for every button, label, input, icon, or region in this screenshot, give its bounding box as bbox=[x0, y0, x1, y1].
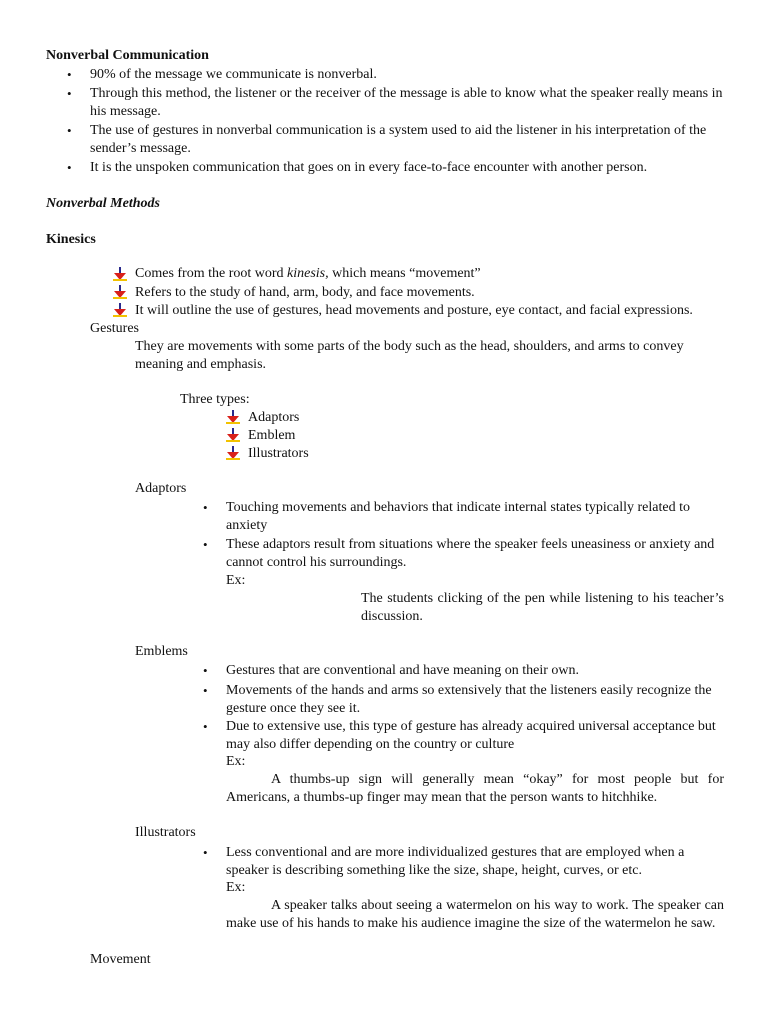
document-title: Nonverbal Communication bbox=[46, 48, 209, 63]
arrow-bullet-icon bbox=[226, 410, 240, 424]
type-illustrators: Illustrators bbox=[248, 446, 309, 461]
intro-bullet-2: • Through this method, the listener or the receiver of the message is able to know what the speaker really means in his message. bbox=[90, 85, 724, 121]
kinesics-heading: Kinesics bbox=[46, 232, 96, 247]
arrow-bullet-icon bbox=[113, 285, 127, 299]
arrow-bullet-icon bbox=[226, 428, 240, 442]
illustrators-heading: Illustrators bbox=[135, 825, 196, 840]
emblems-heading: Emblems bbox=[135, 644, 188, 659]
adaptors-example: The students clicking of the pen while listening to his teacher’s discussion. bbox=[361, 591, 724, 624]
arrow-bullet-icon bbox=[113, 267, 127, 281]
intro-bullet-4: • It is the unspoken communication that goes on in every face-to-face encounter with another person. bbox=[90, 159, 724, 177]
kinesics-item-2: Refers to the study of hand, arm, body, and face movements. bbox=[135, 285, 475, 300]
adaptors-bullet-2: • These adaptors result from situations where the speaker feels uneasiness or anxiety and cannot control his surroundings. bbox=[226, 536, 724, 572]
emblems-bullet-2: • Movements of the hands and arms so extensively that the listeners easily recognize the gesture once they see it. bbox=[226, 682, 724, 718]
adaptors-heading: Adaptors bbox=[135, 481, 187, 496]
type-emblem: Emblem bbox=[248, 428, 296, 443]
arrow-bullet-icon bbox=[113, 303, 127, 317]
emblems-example: A thumbs-up sign will generally mean “okay” for most people but for Americans, a thumbs-up finger may mean that the person wants to hitchhike. bbox=[226, 772, 724, 805]
gestures-heading: Gestures bbox=[90, 321, 139, 336]
illustrators-example: A speaker talks about seeing a watermelon on his way to work. The speaker can make use of his hands to make his audience imagine the size of the watermelon he saw. bbox=[226, 898, 724, 931]
emblems-bullet-1: • Gestures that are conventional and have meaning on their own. bbox=[226, 662, 724, 680]
adaptors-ex-label: Ex: bbox=[226, 573, 246, 588]
emblems-bullet-3: • Due to extensive use, this type of gesture has already acquired universal acceptance but may also differ depending on the country or culture bbox=[226, 718, 724, 754]
kinesics-item-1: Comes from the root word kinesis, which means “movement” bbox=[135, 266, 481, 281]
adaptors-bullet-1: • Touching movements and behaviors that indicate internal states typically related to anxiety bbox=[226, 499, 724, 535]
types-label: Three types: bbox=[180, 392, 250, 407]
gestures-description: They are movements with some parts of the body such as the head, shoulders, and arms to convey meaning and emphasis. bbox=[135, 339, 684, 372]
emblems-ex-label: Ex: bbox=[226, 754, 246, 769]
intro-bullet-3: • The use of gestures in nonverbal communication is a system used to aid the listener in his interpretation of the sender’s message. bbox=[90, 122, 724, 158]
arrow-bullet-icon bbox=[226, 446, 240, 460]
methods-heading: Nonverbal Methods bbox=[46, 196, 160, 211]
type-adaptors: Adaptors bbox=[248, 410, 300, 425]
illustrators-bullet-1: • Less conventional and are more individualized gestures that are employed when a speaker is describing something like the size, shape, height, curves, or etc. bbox=[226, 844, 724, 880]
illustrators-ex-label: Ex: bbox=[226, 880, 246, 895]
kinesics-item-3: It will outline the use of gestures, head movements and posture, eye contact, and facial expressions. bbox=[135, 303, 693, 318]
movement-heading: Movement bbox=[90, 952, 151, 967]
intro-bullet-1: • 90% of the message we communicate is nonverbal. bbox=[90, 66, 724, 84]
